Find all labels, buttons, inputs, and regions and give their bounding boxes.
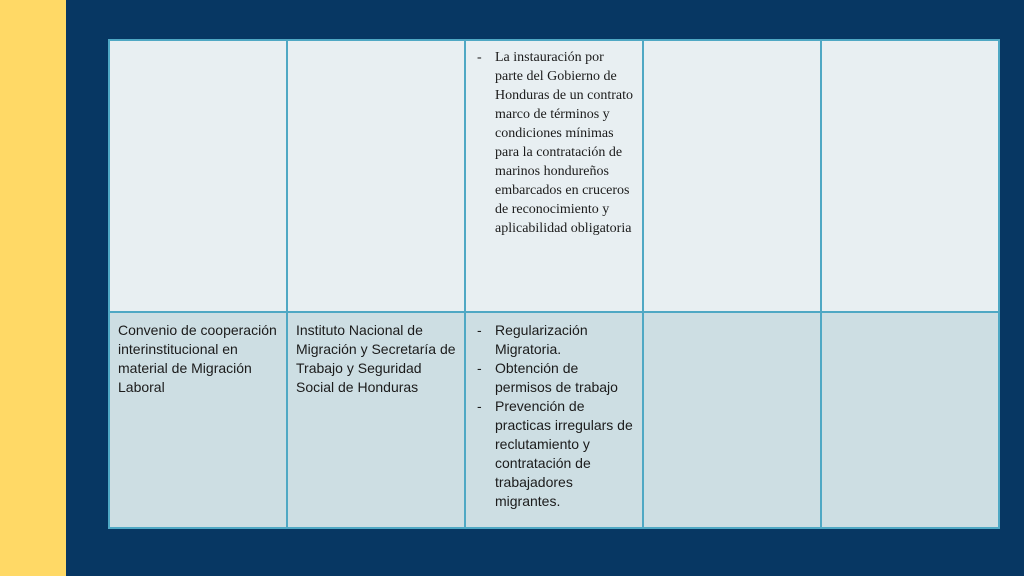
table-cell-r2-c3 (465, 312, 643, 528)
table-row (109, 40, 999, 312)
list-item: - Obtención de permisos de trabajo (474, 359, 634, 397)
list-item: - La instauración por parte del Gobierno de Honduras de un contrato marco de términos y condiciones mínimas para la contratación de marinos hondureños embarcados en cruceros de reconocimiento y aplicabilidad obligatoria (474, 48, 634, 238)
table-cell-r2-c4 (643, 312, 821, 528)
agreements-table (108, 39, 1000, 529)
table-cell-r1-c2 (287, 40, 465, 312)
table-cell-r1-c5 (821, 40, 999, 312)
table-cell-r2-c2 (287, 312, 465, 528)
table-cell-r1-c3 (465, 40, 643, 312)
table-cell-r1-c1 (109, 40, 287, 312)
agreement-name: Convenio de cooperación interinstitucional en material de Migración Laboral (118, 322, 277, 395)
table-cell-r1-c4 (643, 40, 821, 312)
institutions-text: Instituto Nacional de Migración y Secretaría de Trabajo y Seguridad Social de Honduras (296, 322, 456, 395)
table-row (109, 312, 999, 528)
measures-list (474, 48, 634, 238)
objectives-list (474, 321, 634, 511)
table-cell-r2-c1 (109, 312, 287, 528)
list-item: - Prevención de practicas irregulars de reclutamiento y contratación de trabajadores migrantes. (474, 397, 634, 511)
list-item: - Regularización Migratoria. (474, 321, 634, 359)
table-cell-r2-c5 (821, 312, 999, 528)
left-accent-stripe (0, 0, 66, 576)
